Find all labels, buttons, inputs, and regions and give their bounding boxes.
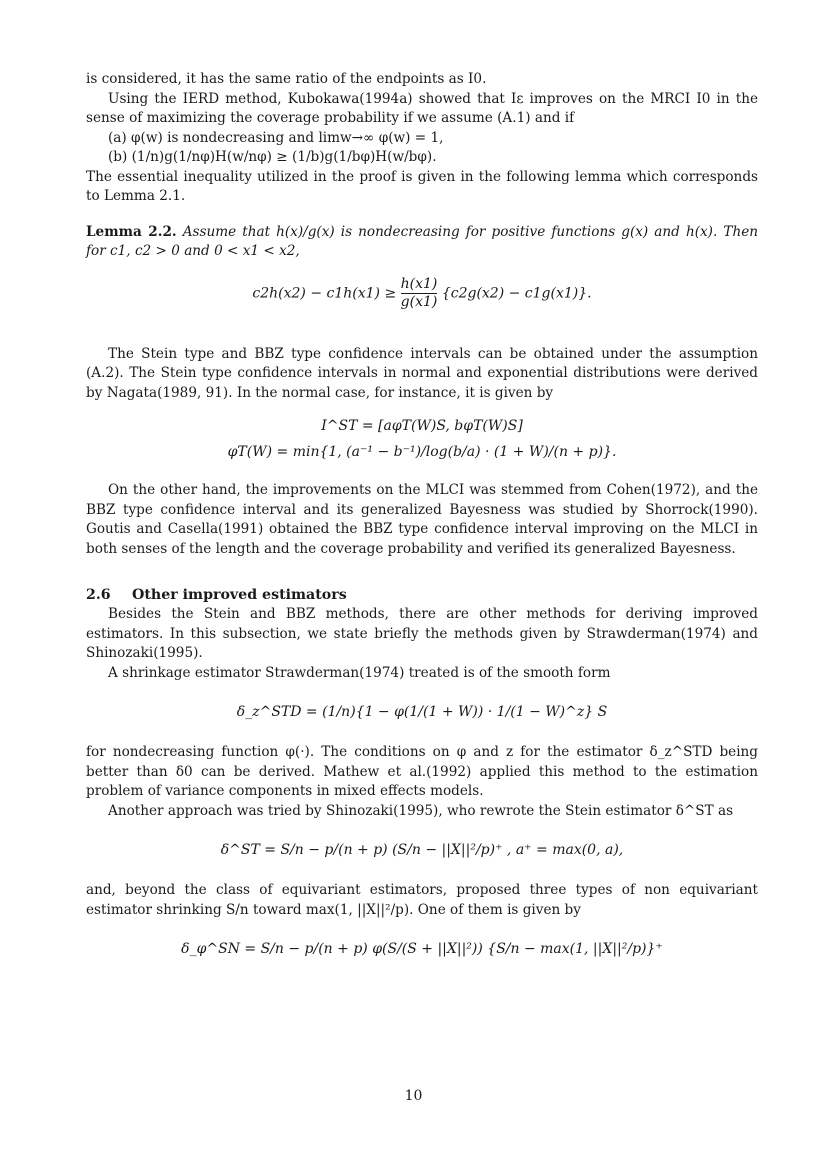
- section-heading: [86, 585, 758, 605]
- condition-b: (b) (1/n)g(1/nφ)H(w/nφ) ≥ (1/b)g(1/bφ)H(w/bφ).: [108, 149, 437, 165]
- lemma-2-2: [86, 223, 758, 262]
- lemma-label: Lemma 2.2.: [86, 223, 177, 240]
- equation-std: δ_z^STD = (1/n){1 − φ(1/(1 + W)) · 1/(1 − W)^z} S: [236, 704, 608, 720]
- section-number: 2.6: [86, 587, 111, 603]
- paragraph-other-hand: On the other hand, the improvements on the MLCI was stemmed from Cohen(1972), and the BBZ type confidence interval and its generalized Bayesness was studied by Shorrock(1990). Goutis and Casella(1991) obtained the BBZ type confidence interval improving on the MLCI in both senses of the length and the coverage probability and verified its generalized Bayesness.: [86, 482, 758, 557]
- equation-ist: [86, 415, 758, 437]
- paragraph-intro-2: Using the IERD method, Kubokawa(1994a) showed that Iε improves on the MRCI I0 in the sense of maximizing the coverage probability if we assume (A.1) and if: [86, 90, 758, 126]
- condition-a: (a) φ(w) is nondecreasing and limw→∞ φ(w) = 1,: [108, 129, 444, 146]
- paragraph-stein-bbz: The Stein type and BBZ type confidence intervals can be obtained under the assumption (A.2). The Stein type confidence intervals in normal and exponential distributions were derived by Nagata(1989, 91). In the normal case, for instance, it is given by: [86, 345, 758, 401]
- equation-phit-left: φT(W): [227, 444, 273, 460]
- equation-st: δ^ST = S/n − p/(n + p) (S/n − ||X||²/p)⁺ , a⁺ = max(0, a),: [220, 842, 624, 858]
- equation-lemma-right: {c2g(x2) − c1g(x1)}.: [441, 285, 592, 301]
- paragraph-besides: Besides the Stein and BBZ methods, there are other methods for deriving improved estimators. In this subsection, we state briefly the methods given by Strawderman(1974) and Shinozaki(1995).: [86, 606, 758, 661]
- equation-lemma-denominator: g(x1): [400, 293, 438, 310]
- paragraph-beyond: and, beyond the class of equivariant estimators, proposed three types of non equivariant estimator shrinking S/n toward max(1, ||X||²/p). One of them is given by: [86, 882, 758, 918]
- equation-ist-left: I^ST: [321, 418, 358, 434]
- lemma-text-2: Then for c1, c2 > 0 and 0 < x1 < x2,: [86, 223, 758, 259]
- page-number: 10: [404, 1088, 423, 1104]
- equation-phit-right: = min{1, (a⁻¹ − b⁻¹)/log(b/a) · (1 + W)/(n + p)}.: [276, 444, 617, 460]
- equation-ist-right: = [aφT(W)S, bφT(W)S]: [361, 418, 523, 434]
- equation-lemma-left: c2h(x2) − c1h(x1) ≥: [252, 285, 397, 301]
- lemma-text-1: Assume that h(x)/g(x) is nondecreasing for positive functions g(x) and h(x).: [182, 223, 718, 240]
- paragraph-another: Another approach was tried by Shinozaki(1995), who rewrote the Stein estimator δ^ST as: [108, 802, 734, 819]
- section-title: Other improved estimators: [132, 587, 347, 603]
- equation-sn: δ_φ^SN = S/n − p/(n + p) φ(S/(S + ||X||²)) {S/n − max(1, ||X||²/p)}⁺: [181, 941, 663, 957]
- paragraph-intro-1: is considered, it has the same ratio of the endpoints as I0.: [86, 71, 487, 87]
- equation-lemma-numerator: h(x1): [400, 275, 438, 292]
- paragraph-shrinkage: A shrinkage estimator Strawderman(1974) treated is of the smooth form: [108, 664, 611, 681]
- paragraph-nondecreasing: for nondecreasing function φ(·). The conditions on φ and z for the estimator δ_z^STD being better than δ0 can be derived. Mathew et al.(1992) applied this method to the estimation problem of variance components in mixed effects models.: [86, 744, 758, 799]
- equation-phit: [86, 441, 758, 463]
- equation-lemma: [86, 276, 758, 311]
- paragraph-inequality: The essential inequality utilized in the proof is given in the following lemma which corresponds to Lemma 2.1.: [86, 168, 758, 204]
- equation-lemma-fraction: [401, 276, 438, 311]
- page-body: [86, 70, 758, 960]
